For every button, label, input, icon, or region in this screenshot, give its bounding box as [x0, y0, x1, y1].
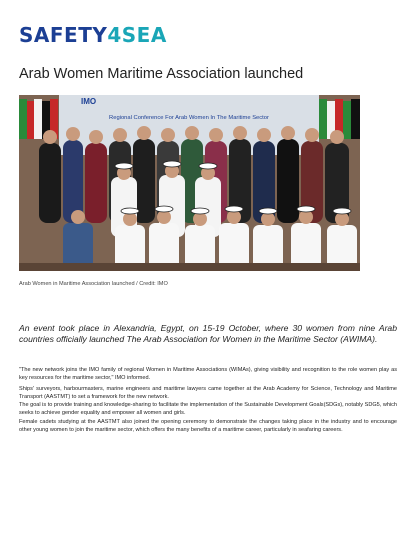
body-paragraph-1: "The new network joins the IMO family of regional Women in Maritime Associations (WIMAs), giving visibility and recognition to the role women play as key resources for the maritime sector," IMO informed.	[19, 367, 397, 382]
article-title: Arab Women Maritime Association launched	[19, 66, 304, 82]
body-paragraph-3: The goal is to provide training and knowledge-sharing to facilitate the implementation of the Sustainable Development Goals(SDGs), notably SDG5, which seeks to achieve gender equality and empower all women and girls.	[19, 402, 397, 417]
body-paragraph-2: Ships' surveyors, harbourmasters, marine engineers and maritime lawyers came together at the Arab Academy for Science, Technology and Maritime Transport (AASTMT) to set a framework for the new network.	[19, 385, 397, 400]
article-lead: An event took place in Alexandria, Egypt, on 15-19 October, where 30 women from nine Arab countries officially launched The Arab Association for Women in the Maritime Sector (AWIMA).	[19, 323, 397, 345]
article-body	[19, 366, 397, 434]
logo-part-safety: SAFETY	[19, 23, 108, 47]
group-photo-illustration	[19, 95, 360, 271]
site-logo[interactable]	[19, 24, 167, 46]
logo-part-4sea: 4SEA	[107, 23, 167, 47]
photo-banner-text: Regional Conference For Arab Women In The Maritime Sector	[109, 115, 269, 121]
article-photo	[19, 95, 360, 271]
photo-caption: Arab Women in Maritime Association launched / Credit: IMO	[19, 281, 168, 287]
body-paragraph-4: Female cadets studying at the AASTMT also joined the opening ceremony to demonstrate the changes taking place in the industry and to encourage other young women to join the maritime sector, which offers the many benefits of a maritime career, particularly in seafaring careers.	[19, 418, 397, 434]
photo-logo-text: IMO	[81, 97, 97, 106]
